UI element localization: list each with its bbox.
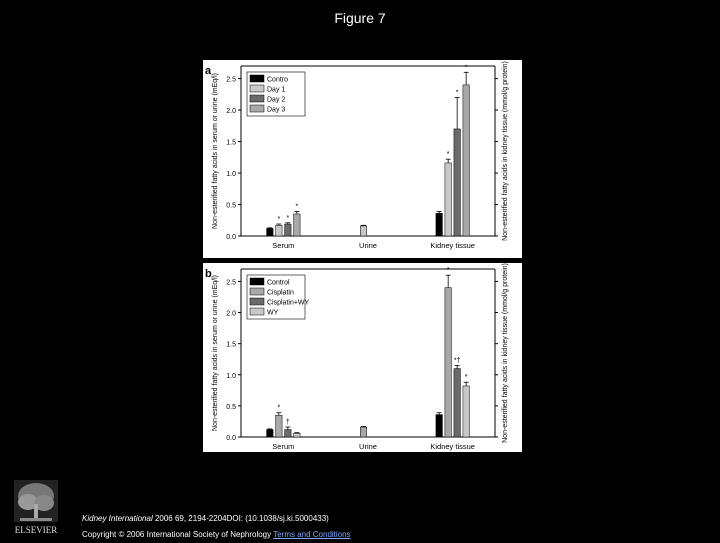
chart-b-legend-label: Cisplatin	[267, 289, 294, 297]
chart-b-tick-label: 1.5	[226, 341, 236, 349]
chart-b-legend-swatch	[250, 288, 264, 295]
chart-b-svg	[203, 263, 522, 452]
chart-a-significance-marker: *	[286, 214, 290, 222]
chart-b-ylabel-left: Non-esterified fatty acids in serum or urine (mEq/l)	[212, 275, 219, 431]
chart-a-tick-label: 0.5	[226, 202, 236, 210]
terms-link[interactable]: Terms and Conditions	[273, 530, 351, 539]
chart-a-bar	[436, 213, 443, 236]
figure-title: Figure 7	[334, 10, 386, 26]
chart-a-tick-label: 2.5	[226, 76, 236, 84]
chart-a-legend-swatch	[250, 105, 264, 112]
chart-a-bar	[276, 225, 283, 236]
chart-b-bar	[360, 427, 367, 437]
chart-a-legend-swatch	[250, 75, 264, 82]
citation	[82, 511, 351, 543]
chart-b-bar	[276, 415, 283, 437]
chart-a-significance-marker: *	[295, 203, 299, 211]
chart-b-bar	[294, 433, 301, 437]
chart-a-bar	[267, 228, 273, 236]
chart-b-significance-marker: *	[277, 404, 281, 412]
chart-b-significance-marker: *†	[453, 357, 461, 365]
publisher-name: ELSEVIER	[14, 525, 58, 535]
chart-b-legend-label: Cisplatin+WY	[267, 299, 310, 307]
chart-a-category-label: Serum	[272, 241, 295, 250]
chart-a-bar	[463, 85, 470, 236]
chart-a-significance-marker: *	[464, 64, 468, 72]
chart-a-ylabel-left: Non-esterified fatty acids in serum or urine (mEq/l)	[212, 73, 219, 229]
chart-b-tick-label: 1.0	[226, 372, 236, 380]
chart-b-legend-swatch	[250, 278, 264, 285]
chart-b-tick-label: 0.0	[226, 435, 236, 442]
chart-a-svg	[203, 60, 522, 258]
chart-a-legend-label: Day 1	[267, 86, 286, 94]
chart-b-category-label: Serum	[272, 442, 295, 451]
chart-b-bar	[436, 415, 443, 437]
chart-a-bar	[454, 129, 461, 236]
chart-b-significance-marker: †	[285, 419, 290, 427]
copyright-text: Copyright © 2006 International Society of Nephrology	[82, 530, 274, 539]
chart-b-panel-label: b	[205, 268, 212, 280]
chart-b-ylabel-right: Non-esterified fatty acids in kidney tissue (mmol/g protein)	[502, 263, 509, 443]
chart-a-legend-label: Day 2	[267, 96, 286, 104]
chart-a-legend-label: Contro	[267, 76, 289, 84]
elsevier-logo	[6, 478, 66, 538]
chart-b-category-label: Urine	[359, 442, 377, 451]
chart-b-significance-marker: *	[446, 267, 450, 275]
chart-b-legend-label: WY	[267, 309, 279, 317]
citation-ref: 2006 69, 2194-2204DOI: (10.1038/sj.ki.5000433)	[152, 514, 329, 523]
chart-b-bar	[267, 430, 273, 437]
chart-b-tick-label: 0.5	[226, 403, 236, 411]
chart-b-bar	[445, 288, 452, 437]
chart-b-category-label: Kidney tissue	[430, 442, 475, 451]
chart-a-tick-label: 0.0	[226, 234, 236, 241]
chart-b-bar	[285, 430, 292, 437]
chart-panel-a	[203, 60, 522, 258]
chart-b-legend-label: Control	[267, 279, 290, 287]
chart-a-tick-label: 1.0	[226, 171, 236, 179]
chart-a-legend-swatch	[250, 95, 264, 102]
chart-a-significance-marker: *	[446, 151, 450, 159]
chart-a-ylabel-right: Non-esterified fatty acids in kidney tissue (mmol/g protein)	[502, 61, 509, 241]
chart-a-bar	[360, 226, 367, 236]
chart-b-tick-label: 2.5	[226, 279, 236, 287]
citation-line-1	[82, 511, 351, 527]
elsevier-tree-icon	[6, 478, 66, 538]
chart-a-tick-label: 2.0	[226, 108, 236, 116]
chart-a-significance-marker: *	[455, 89, 459, 97]
chart-panel-b	[203, 263, 522, 452]
chart-a-category-label: Urine	[359, 241, 377, 250]
chart-a-significance-marker: *	[277, 216, 281, 224]
journal-name: Kidney International	[82, 514, 153, 523]
chart-a-panel-label: a	[205, 65, 212, 77]
chart-b-legend-swatch	[250, 308, 264, 315]
chart-a-bar	[294, 214, 301, 236]
chart-b-legend-swatch	[250, 298, 264, 305]
chart-a-legend-swatch	[250, 85, 264, 92]
chart-a-bar	[285, 224, 292, 236]
chart-a-legend-label: Day 3	[267, 106, 286, 114]
chart-b-bar	[463, 386, 470, 437]
chart-a-bar	[445, 163, 452, 236]
chart-b-bar	[454, 369, 461, 437]
chart-a-category-label: Kidney tissue	[430, 241, 475, 250]
chart-b-significance-marker: *	[464, 374, 468, 382]
chart-a-tick-label: 1.5	[226, 139, 236, 147]
citation-line-2	[82, 527, 351, 543]
chart-b-tick-label: 2.0	[226, 310, 236, 318]
